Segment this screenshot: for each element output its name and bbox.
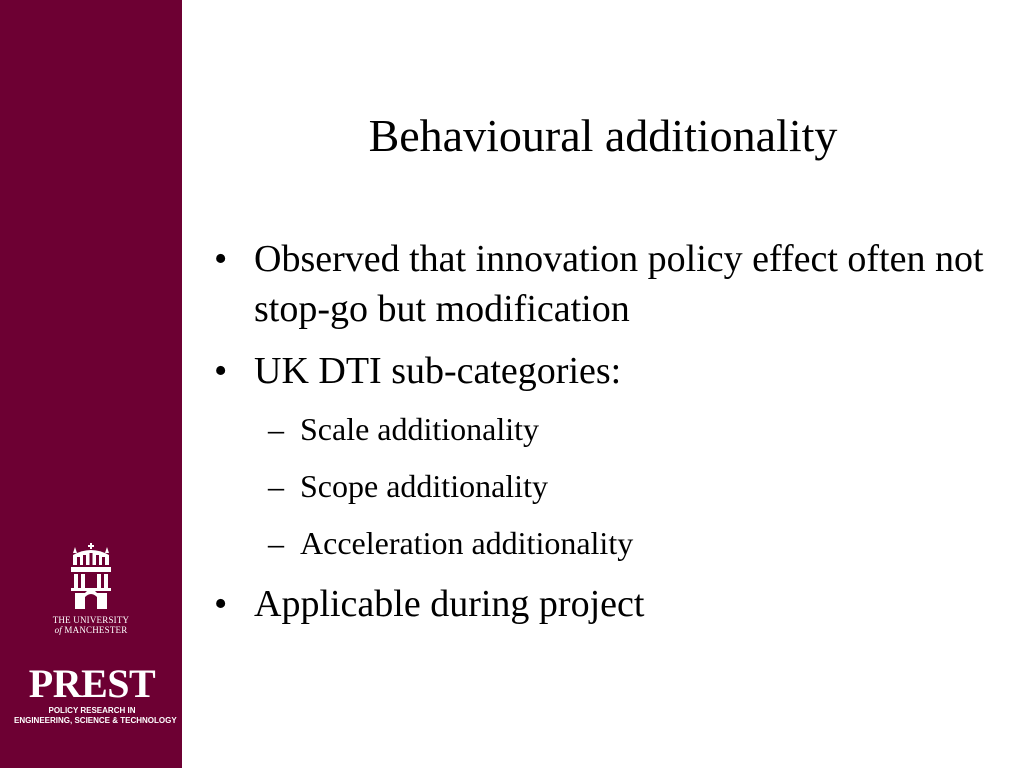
university-name-line1: THE UNIVERSITY <box>52 615 130 625</box>
sidebar <box>0 0 182 768</box>
bullet-item <box>214 579 1004 629</box>
sub-bullet-marker: – <box>268 468 284 504</box>
sub-bullet-item <box>214 465 1004 507</box>
bullet-marker: • <box>214 238 228 280</box>
sub-bullet-text: Acceleration additionality <box>300 525 634 561</box>
prest-subtitle-line1: POLICY RESEARCH IN <box>48 706 136 715</box>
prest-title: PREST <box>28 661 156 706</box>
sub-bullet-text: Scale additionality <box>300 411 540 447</box>
bullet-text: Observed that innovation policy effect often not stop-go but modification <box>254 238 984 330</box>
sub-bullet-marker: – <box>268 525 284 561</box>
university-name-line2 <box>46 625 136 635</box>
prest-logo <box>14 661 177 726</box>
sub-bullet-group <box>214 408 1004 564</box>
bullet-marker: • <box>214 583 228 625</box>
sub-bullet-list <box>214 408 1004 564</box>
slide-title: Behavioural additionality <box>368 110 838 161</box>
bullet-list <box>214 234 1004 641</box>
university-logo <box>46 543 136 643</box>
university-name-manchester: MANCHESTER <box>64 625 128 635</box>
bullet-text: UK DTI sub-categories: <box>254 350 622 392</box>
bullet-marker: • <box>214 350 228 392</box>
university-crest-icon <box>69 543 113 609</box>
sub-bullet-marker: – <box>268 411 284 447</box>
bullet-item <box>214 234 1004 334</box>
sub-bullet-item <box>214 408 1004 450</box>
prest-subtitle-line2: ENGINEERING, SCIENCE & TECHNOLOGY <box>14 716 177 725</box>
sub-bullet-item <box>214 522 1004 564</box>
university-name-of: of <box>54 625 62 635</box>
bullet-text: Applicable during project <box>254 583 645 625</box>
bullet-item <box>214 346 1004 396</box>
sub-bullet-text: Scope additionality <box>300 468 548 504</box>
